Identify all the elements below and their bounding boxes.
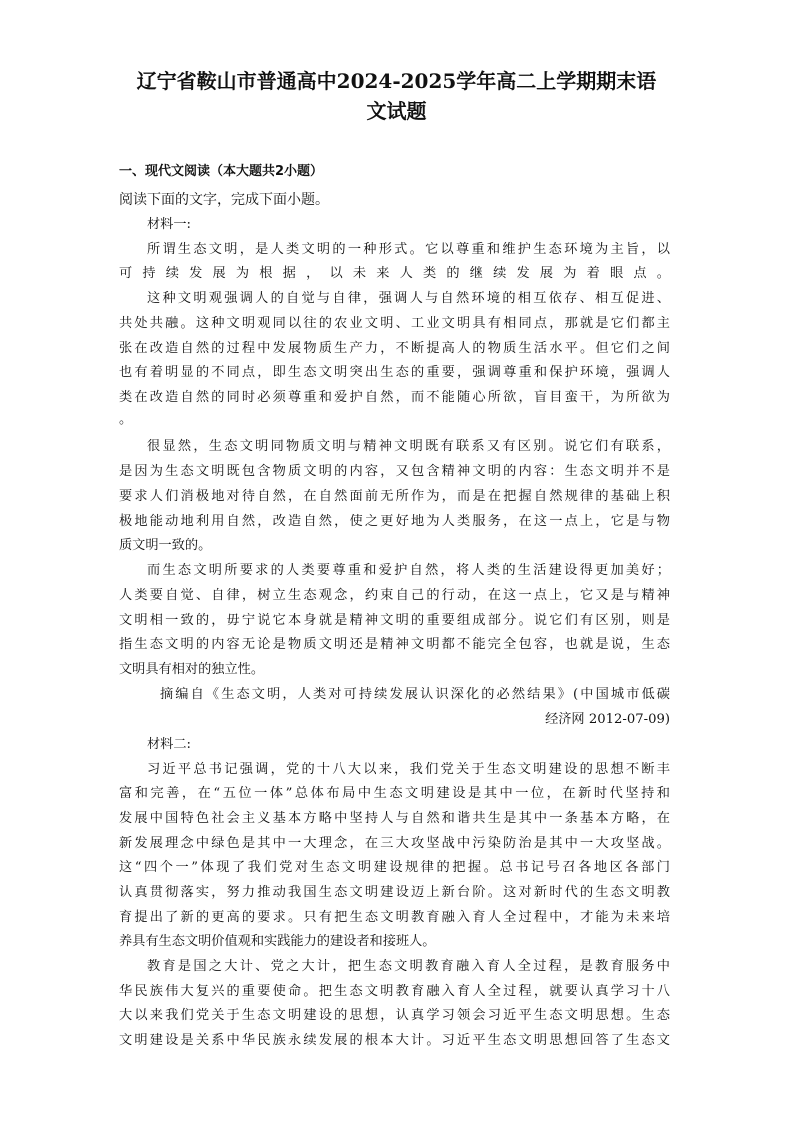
reading-instruction: 阅读下面的文字，完成下面小题。 xyxy=(119,192,329,208)
paragraph-line: 是因为生态文明既包含物质文明的内容，又包含精神文明的内容：生态文明并不是 xyxy=(119,464,670,479)
paragraph-line: 教育是国之大计、党之大计，把生态文明教育融入育人全过程，是教育服务中 xyxy=(147,959,670,974)
material1-label: 材料一: xyxy=(147,217,192,232)
paragraph-line: 大以来我们党关于生态文明建设的思想，认真学习领会习近平生态文明思想。生态 xyxy=(119,1008,670,1023)
paragraph-line: 这“四个一”体现了我们党对生态文明建设规律的把握。总书记号召各地区各部门 xyxy=(119,860,670,875)
paragraph-line: 也有着明显的不同点，即生态文明突出生态的重要，强调尊重和保护环境，强调人 xyxy=(119,365,670,380)
paragraph-line: 文明相一致的，毋宁说它本身就是精神文明的重要组成部分。说它们有区别，则是 xyxy=(119,613,670,628)
material2-label: 材料二: xyxy=(147,737,192,752)
document-title-line1: 辽宁省鞍山市普通高中2024-2025学年高二上学期期末语 xyxy=(136,69,657,93)
paragraph-line: 华民族伟大复兴的重要使命。把生态文明教育融入育人全过程，就要认真学习十八 xyxy=(119,984,670,999)
paragraph-line: 共处共融。这种文明观同以往的农业文明、工业文明具有相同点，那就是它们都主 xyxy=(119,316,670,331)
paragraph-line: 张在改造自然的过程中发展物质生产力，不断提高人的物质生活水平。但它们之间 xyxy=(119,341,670,356)
paragraph-line: 习近平总书记强调，党的十八大以来，我们党关于生态文明建设的思想不断丰 xyxy=(147,762,670,777)
paragraph-line: 新发展理念中绿色是其中一大理念，在三大攻坚战中污染防治是其中一大攻坚战。 xyxy=(119,836,670,851)
paragraph-line: 。 xyxy=(119,412,133,427)
section-heading: 一、现代文阅读（本大题共2小题） xyxy=(119,164,324,179)
paragraph-line: 类在改造自然的同时必须尊重和爱护自然，而不能随心所欲，盲目蛮干，为所欲为 xyxy=(119,390,670,405)
document-title-line2: 文试题 xyxy=(366,99,427,123)
paragraph-line: 文明建设是关系中华民族永续发展的根本大计。习近平生态文明思想回答了生态文 xyxy=(119,1033,670,1048)
paragraph-line: 育提出了新的更高的要求。只有把生态文明教育融入育人全过程中，才能为未来培 xyxy=(119,910,670,925)
paragraph-line: 而生态文明所要求的人类要尊重和爱护自然，将人类的生活建设得更加美好； xyxy=(147,563,670,578)
paragraph-line: 富和完善，在“五位一体”总体布局中生态文明建设是其中一位，在新时代坚持和 xyxy=(119,786,670,801)
paragraph-line: 养具有生态文明价值观和实践能力的建设者和接班人。 xyxy=(119,934,436,949)
paragraph-line: 极地能动地利用自然，改造自然，使之更好地为人类服务，在这一点上，它是与物 xyxy=(119,514,670,529)
paragraph-line: 很显然，生态文明同物质文明与精神文明既有联系又有区别。说它们有联系， xyxy=(147,439,670,454)
paragraph-line: 要求人们消极地对待自然，在自然面前无所作为，而是在把握自然规律的基础上积 xyxy=(119,489,670,504)
source-citation-line1: 摘编自《生态文明，人类对可持续发展认识深化的必然结果》(中国城市低碳 xyxy=(160,687,670,702)
paragraph-line: 质文明一致的。 xyxy=(119,538,212,553)
paragraph-line: 文明具有相对的独立性。 xyxy=(119,662,265,677)
paragraph-line: 认真贯彻落实，努力推动我国生态文明建设迈上新台阶。这对新时代的生态文明教 xyxy=(119,885,670,900)
paragraph-line: 这种文明观强调人的自觉与自律，强调人与自然环境的相互依存、相互促进、 xyxy=(147,291,670,306)
paragraph-line: 发展中国特色社会主义基本方略中坚持人与自然和谐共生是其中一条基本方略，在 xyxy=(119,811,670,826)
source-citation-line2: 经济网 2012-07-09) xyxy=(545,712,670,727)
paragraph-line: 可持续发展为根据，以未来人类的继续发展为着眼点。 xyxy=(119,266,670,281)
paragraph-line: 人类要自觉、自律，树立生态观念，约束自己的行动，在这一点上，它又是与精神 xyxy=(119,588,670,603)
paragraph-line: 指生态文明的内容无论是物质文明还是精神文明都不能完全包容，也就是说，生态 xyxy=(119,637,670,652)
paragraph-line: 所谓生态文明，是人类文明的一种形式。它以尊重和维护生态环境为主旨，以 xyxy=(147,242,670,257)
